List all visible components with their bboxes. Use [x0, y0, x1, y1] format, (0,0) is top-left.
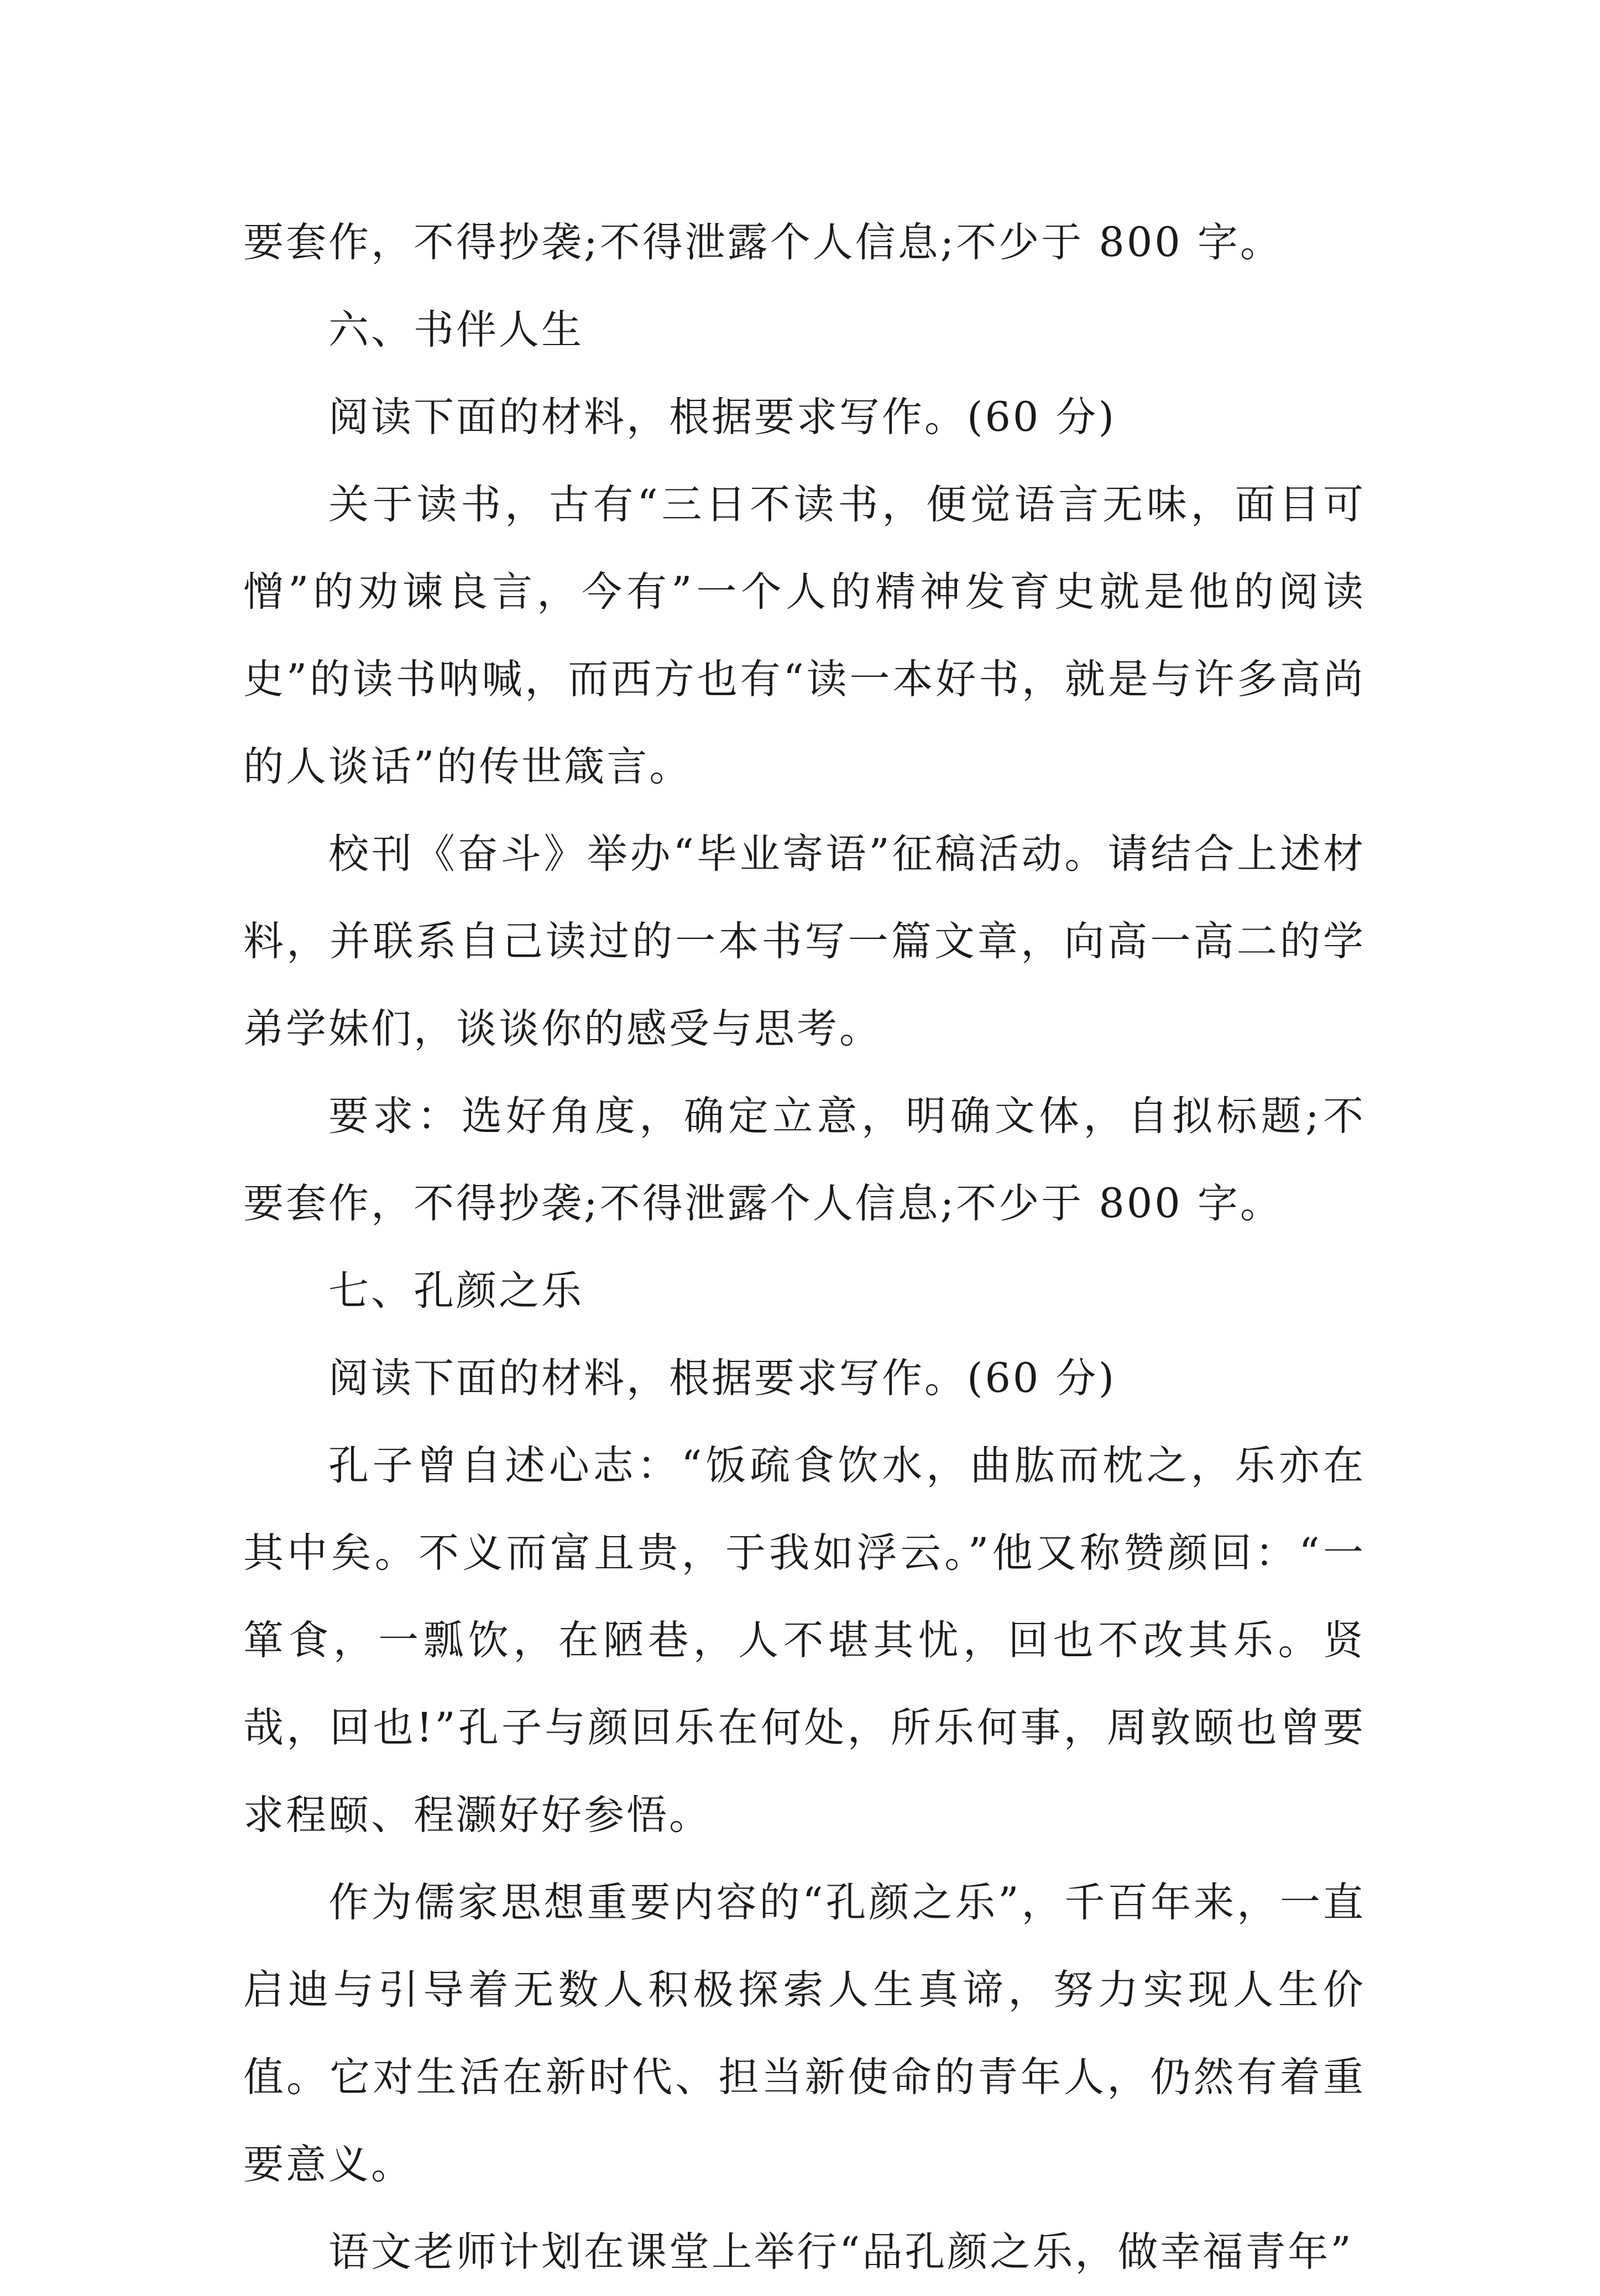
task-paragraph: 语文老师计划在课堂上举行“品孔颜之乐，做幸福青年”: [328, 2229, 1353, 2276]
section-heading-six: 六、书伴人生: [328, 306, 584, 353]
material-paragraph: 关于读书，古有“三日不读书，便觉语言无味，面目可憎”的劝谏良言，今有”一个人的精神发育史就是他的阅读史”的读书呐喊，而西方也有“读一本好书，就是与许多高尚的人谈话”的传世箴言。: [243, 481, 1366, 790]
section-heading-seven: 七、孔颜之乐: [328, 1267, 584, 1314]
instruction-paragraph: 阅读下面的材料，根据要求写作。(60 分): [328, 394, 1117, 441]
instruction-paragraph: 阅读下面的材料，根据要求写作。(60 分): [328, 1355, 1117, 1402]
document-body: [243, 199, 1366, 2296]
material-paragraph: 作为儒家思想重要内容的“孔颜之乐”，千百年来，一直启迪与引导着无数人积极探索人生真谛，努力实现人生价值。它对生活在新时代、担当新使命的青年人，仍然有着重要意义。: [243, 1879, 1366, 2188]
task-paragraph: 校刊《奋斗》举办“毕业寄语”征稿活动。请结合上述材料，并联系自己读过的一本书写一篇文章，向高一高二的学弟学妹们，谈谈你的感受与思考。: [243, 831, 1366, 1052]
material-paragraph: 孔子曾自述心志：“饭疏食饮水，曲肱而枕之，乐亦在其中矣。不义而富且贵，于我如浮云。”他又称赞颜回：“一箪食，一瓢饮，在陋巷，人不堪其忧，回也不改其乐。贤哉，回也!”孔子与颜回乐在何处，所乐何事，周敦颐也曾要求程颐、程灏好好参悟。: [243, 1442, 1366, 1839]
paragraph-continuation: 要套作，不得抄袭;不得泄露个人信息;不少于 800 字。: [243, 219, 1283, 266]
requirements-paragraph: 要求：选好角度，确定立意，明确文体，自拟标题;不要套作，不得抄袭;不得泄露个人信息;不少于 800 字。: [243, 1093, 1366, 1227]
